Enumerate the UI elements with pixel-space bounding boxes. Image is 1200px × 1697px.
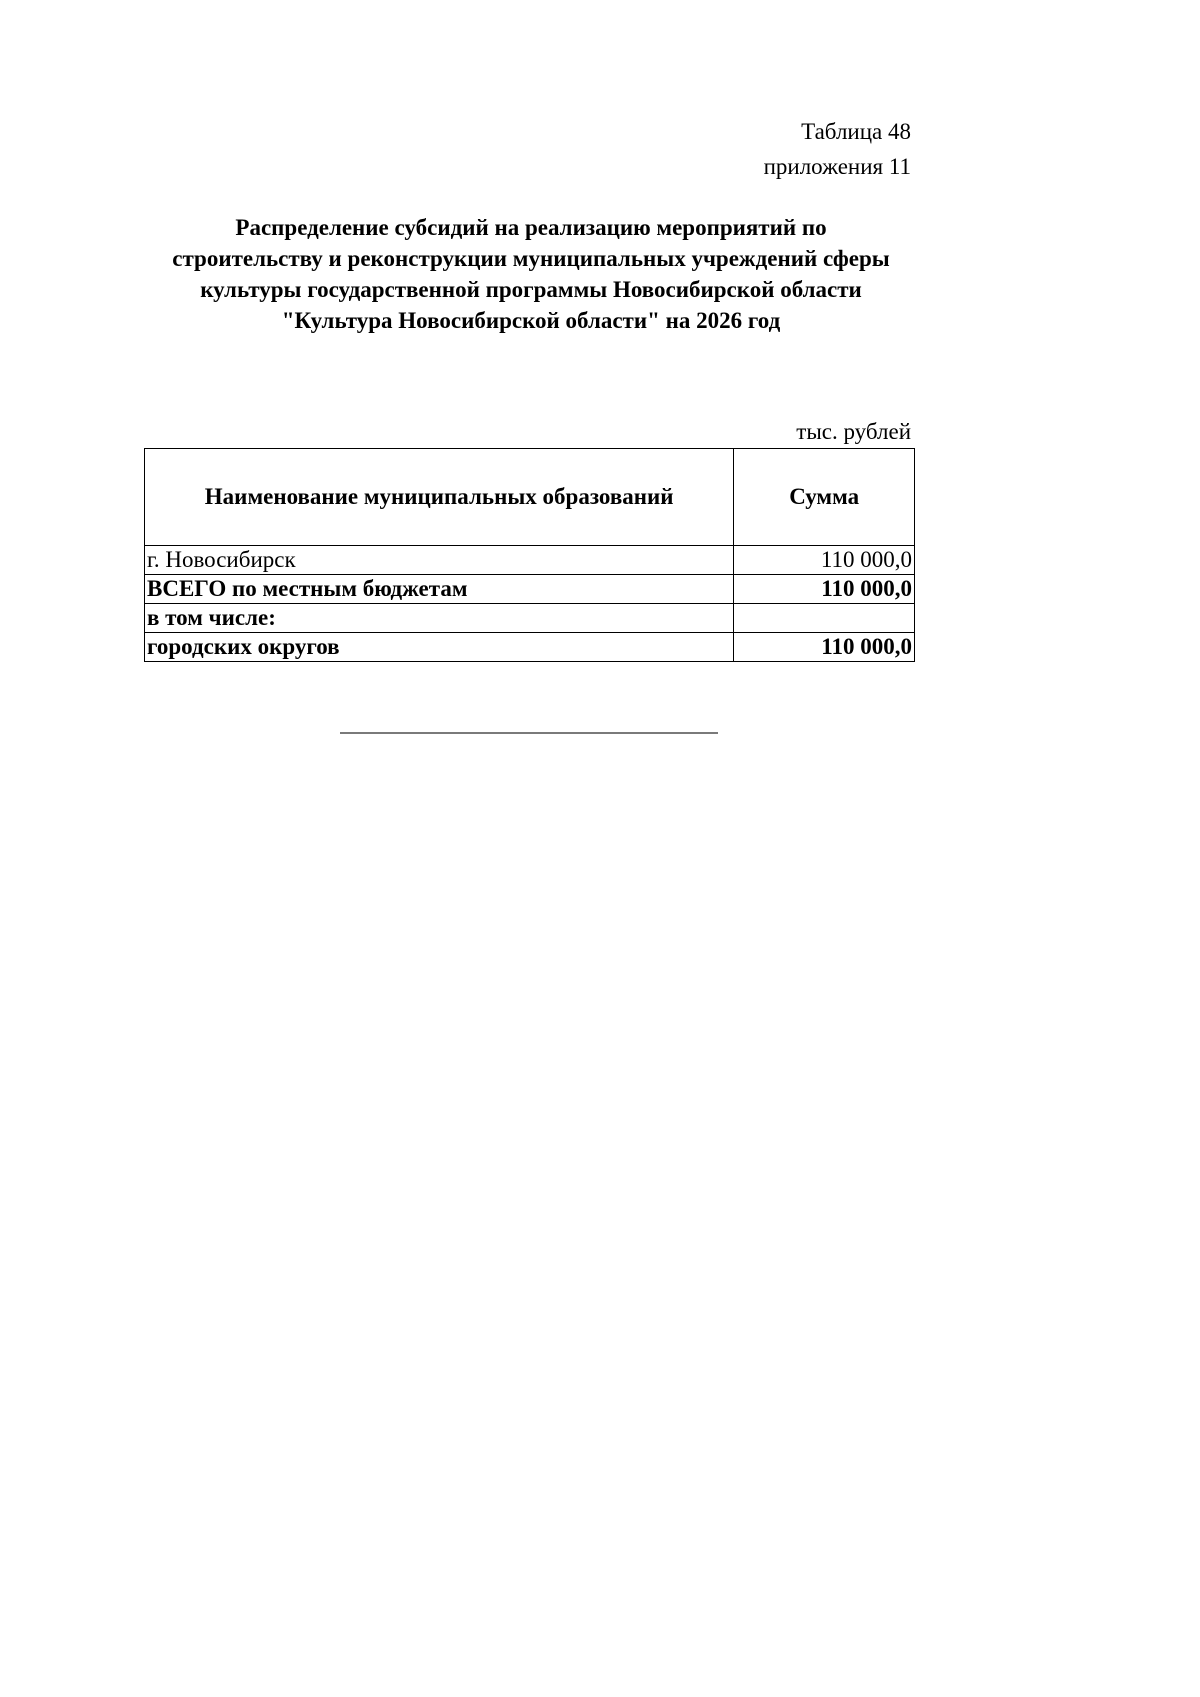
document-title bbox=[138, 212, 924, 336]
title-line: строительству и реконструкции муниципальных учреждений сферы bbox=[172, 246, 890, 271]
units-label: тыс. рублей bbox=[796, 419, 911, 444]
row-sum: 110 000,0 bbox=[734, 575, 915, 604]
row-name: г. Новосибирск bbox=[145, 546, 734, 575]
column-header-sum: Сумма bbox=[734, 449, 915, 546]
row-name: ВСЕГО по местным бюджетам bbox=[145, 575, 734, 604]
row-sum: 110 000,0 bbox=[734, 546, 915, 575]
table-reference bbox=[764, 114, 911, 184]
subsidy-table bbox=[144, 448, 915, 662]
row-sum: 110 000,0 bbox=[734, 633, 915, 662]
row-name: в том числе: bbox=[145, 604, 734, 633]
title-line: культуры государственной программы Новосибирской области bbox=[200, 277, 862, 302]
end-divider-line bbox=[340, 732, 718, 734]
table-header-row bbox=[145, 449, 915, 546]
row-name: городских округов bbox=[145, 633, 734, 662]
title-line: "Культура Новосибирской области" на 2026 год bbox=[281, 308, 781, 333]
table-row-urban-districts bbox=[145, 633, 915, 662]
table-row bbox=[145, 546, 915, 575]
column-header-name: Наименование муниципальных образований bbox=[145, 449, 734, 546]
table-row-total bbox=[145, 575, 915, 604]
title-line: Распределение субсидий на реализацию мероприятий по bbox=[235, 215, 827, 240]
table-row-including bbox=[145, 604, 915, 633]
row-sum bbox=[734, 604, 915, 633]
table-number: Таблица 48 bbox=[801, 119, 911, 144]
appendix-number: приложения 11 bbox=[763, 154, 911, 179]
